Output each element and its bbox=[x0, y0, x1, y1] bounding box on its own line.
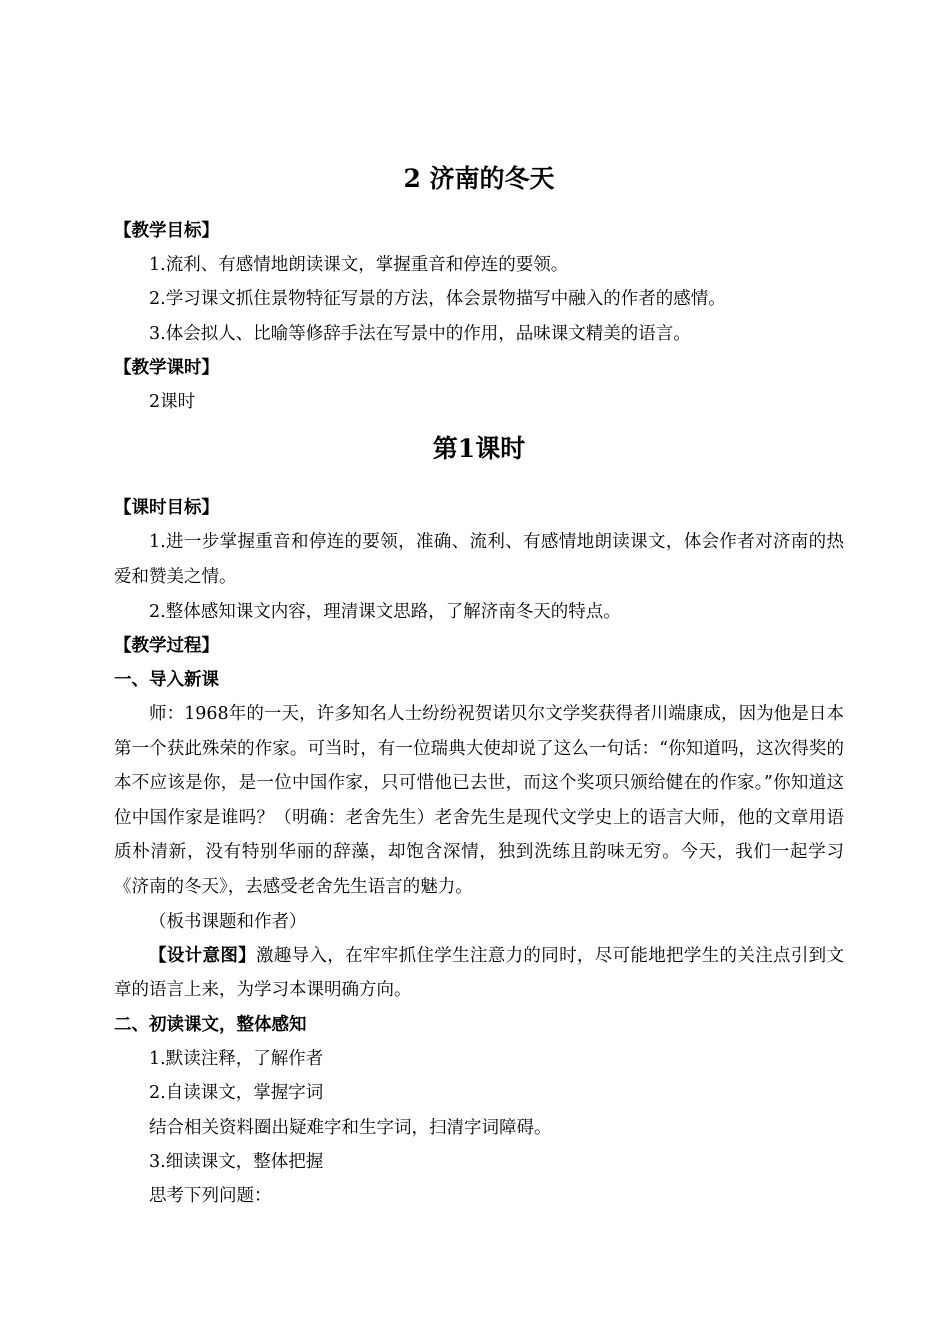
lesson-goal-1: 1.进一步掌握重音和停连的要领，准确、流利、有感情地朗读课文，体会作者对济南的热爱和赞美之情。 bbox=[114, 532, 844, 587]
lesson-goals-heading: 【课时目标】 bbox=[114, 498, 219, 519]
goal-item-1: 1.流利、有感情地朗读课文，掌握重音和停连的要领。 bbox=[149, 255, 569, 276]
section-heading-1: 一、导入新课 bbox=[114, 669, 219, 690]
design-text: 激趣导入，在牢牢抓住学生注意力的同时，尽可能地把学生的关注点引到文章的语言上来，为学习本课明确方向。 bbox=[114, 945, 845, 1001]
design-paragraph bbox=[114, 939, 844, 1008]
goal-item-3: 3.体会拟人、比喻等修辞手法在写景中的作用，品味课文精美的语言。 bbox=[149, 323, 691, 344]
hours-heading: 【教学课时】 bbox=[114, 357, 219, 378]
board-note: （板书课题和作者） bbox=[149, 911, 307, 932]
intro-paragraph: 师：1968年的一天，许多知名人士纷纷祝贺诺贝尔文学奖获得者川端康成，因为他是日本第一个获此殊荣的作家。可当时，有一位瑞典大使却说了这么一句话：“你知道吗，这次得奖的本不应该是你，是一位中国作家，只可惜他已去世，而这个奖项只颁给健在的作家。”你知道这位中国作家是谁吗？（明确：老舍先生）老舍先生是现代文学史上的语言大师，他的文章用语质朴清新，没有特别华丽的辞藻，却饱含深情，独到洗练且韵味无穷。今天，我们一起学习《济南的冬天》，去感受老舍先生语言的魅力。 bbox=[114, 704, 844, 898]
page-title: 2 济南的冬天 bbox=[403, 164, 555, 193]
hours-value: 2课时 bbox=[149, 391, 196, 412]
step-item: 结合相关资料圈出疑难字和生字词，扫清字词障碍。 bbox=[149, 1117, 552, 1138]
step-item: 思考下列问题： bbox=[149, 1185, 272, 1206]
design-label: 【设计意图】 bbox=[149, 945, 256, 966]
step-item: 1.默读注释，了解作者 bbox=[149, 1049, 324, 1070]
section-heading-2: 二、初读课文，整体感知 bbox=[114, 1015, 307, 1035]
goals-heading: 【教学目标】 bbox=[114, 221, 219, 241]
step-item: 3.细读课文，整体把握 bbox=[149, 1151, 324, 1172]
step-item: 2.自读课文，掌握字词 bbox=[149, 1083, 324, 1104]
lesson-title: 第1课时 bbox=[432, 434, 526, 464]
lesson-goal-2: 2.整体感知课文内容，理清课文思路，了解济南冬天的特点。 bbox=[149, 601, 621, 622]
process-heading: 【教学过程】 bbox=[114, 635, 219, 656]
document-body bbox=[114, 158, 844, 1213]
goal-item-2: 2.学习课文抓住景物特征写景的方法，体会景物描写中融入的作者的感情。 bbox=[149, 289, 726, 310]
